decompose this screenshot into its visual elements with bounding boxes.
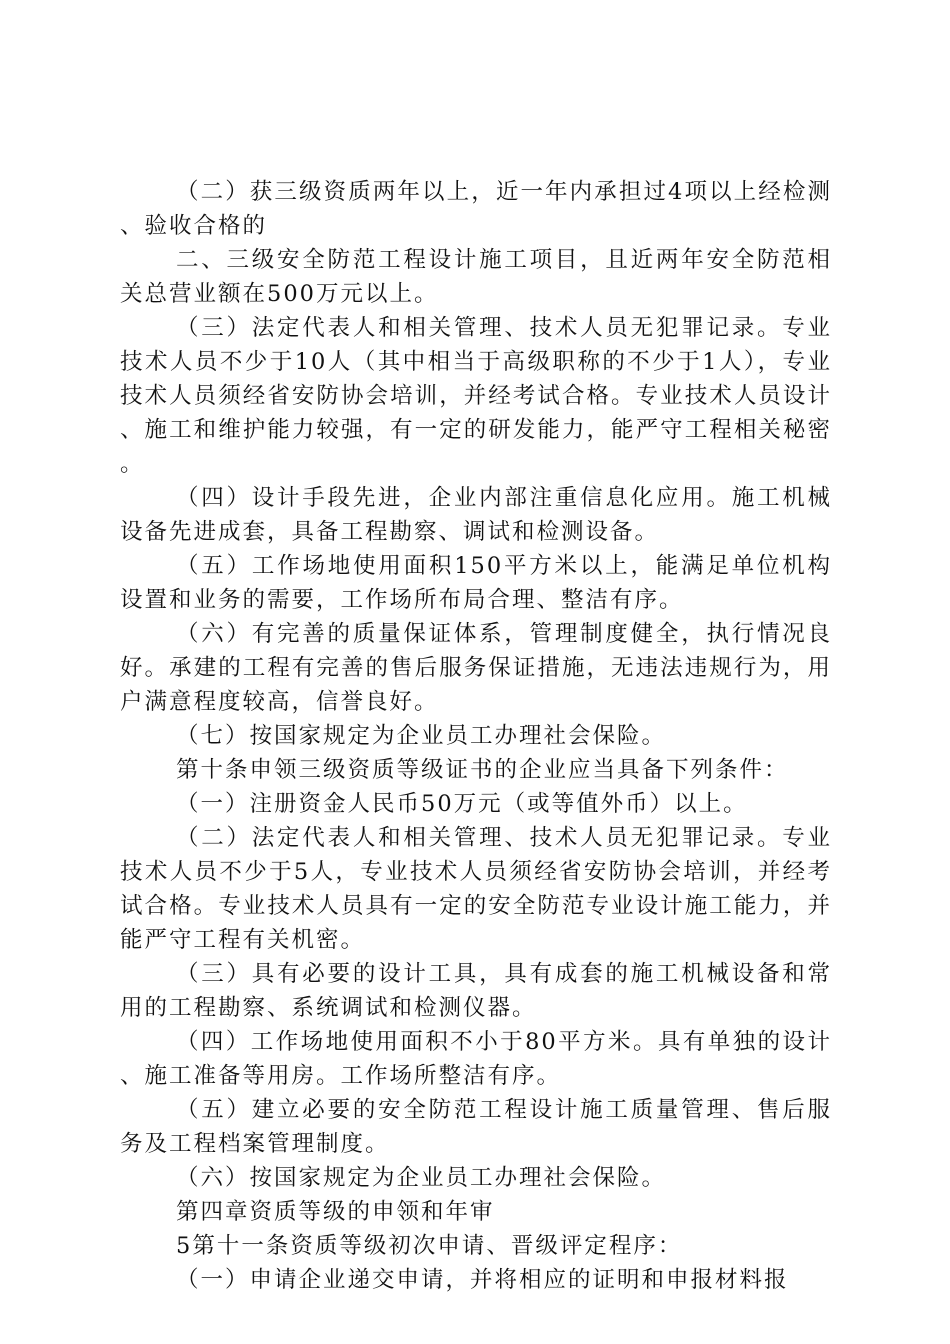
paragraph-registered-capital: （一）注册资金人民币50万元（或等值外币）以上。 — [176, 791, 748, 817]
chapter-heading-four: 第四章资质等级的申领和年审 — [176, 1199, 495, 1225]
paragraph-personnel-five: （二）法定代表人和相关管理、技术人员无犯罪记录。专业技术人员不少于5人，专业技术人员须经省安防协会培训，并经考试合格。专业技术人员具有一定的安全防范专业设计施工能力，并能严守工程有关机密。 — [120, 825, 832, 953]
paragraph-project-revenue: 二、三级安全防范工程设计施工项目，且近两年安全防范相关总营业额在500万元以上。 — [120, 247, 832, 307]
paragraph-design-means: （四）设计手段先进，企业内部注重信息化应用。施工机械设备先进成套，具备工程勘察、调试和检测设备。 — [120, 485, 832, 545]
paragraph-personnel-record: （三）法定代表人和相关管理、技术人员无犯罪记录。专业技术人员不少于10人（其中相当于高级职称的不少于1人），专业技术人员须经省安防协会培训，并经考试合格。专业技术人员设计、施工和维护能力较强，有一定的研发能力，能严守工程相关秘密。 — [120, 315, 832, 477]
paragraph-application-submit: （一）申请企业递交申请，并将相应的证明和申报材料报 — [176, 1267, 789, 1293]
paragraph-quality-system: （六）有完善的质量保证体系，管理制度健全，执行情况良好。承建的工程有完善的售后服务保证措施，无违法违规行为，用户满意程度较高，信誉良好。 — [120, 621, 832, 715]
paragraph-management-system: （五）建立必要的安全防范工程设计施工质量管理、售后服务及工程档案管理制度。 — [120, 1097, 832, 1157]
document-body — [120, 175, 832, 1297]
paragraph-social-insurance-three: （六）按国家规定为企业员工办理社会保险。 — [176, 1165, 667, 1191]
paragraph-article-ten: 第十条申领三级资质等级证书的企业应当具备下列条件： — [176, 757, 789, 783]
paragraph-article-eleven: 5第十一条资质等级初次申请、晋级评定程序： — [176, 1233, 683, 1259]
paragraph-workspace-eighty: （四）工作场地使用面积不小于80平方米。具有单独的设计、施工准备等用房。工作场所整洁有序。 — [120, 1029, 832, 1089]
paragraph-social-insurance: （七）按国家规定为企业员工办理社会保险。 — [176, 723, 667, 749]
paragraph-qualification-two-years: （二）获三级资质两年以上，近一年内承担过4项以上经检测、验收合格的 — [120, 179, 832, 239]
paragraph-design-tools: （三）具有必要的设计工具，具有成套的施工机械设备和常用的工程勘察、系统调试和检测仪器。 — [120, 961, 832, 1021]
paragraph-workspace-area: （五）工作场地使用面积150平方米以上，能满足单位机构设置和业务的需要，工作场所布局合理、整洁有序。 — [120, 553, 832, 613]
